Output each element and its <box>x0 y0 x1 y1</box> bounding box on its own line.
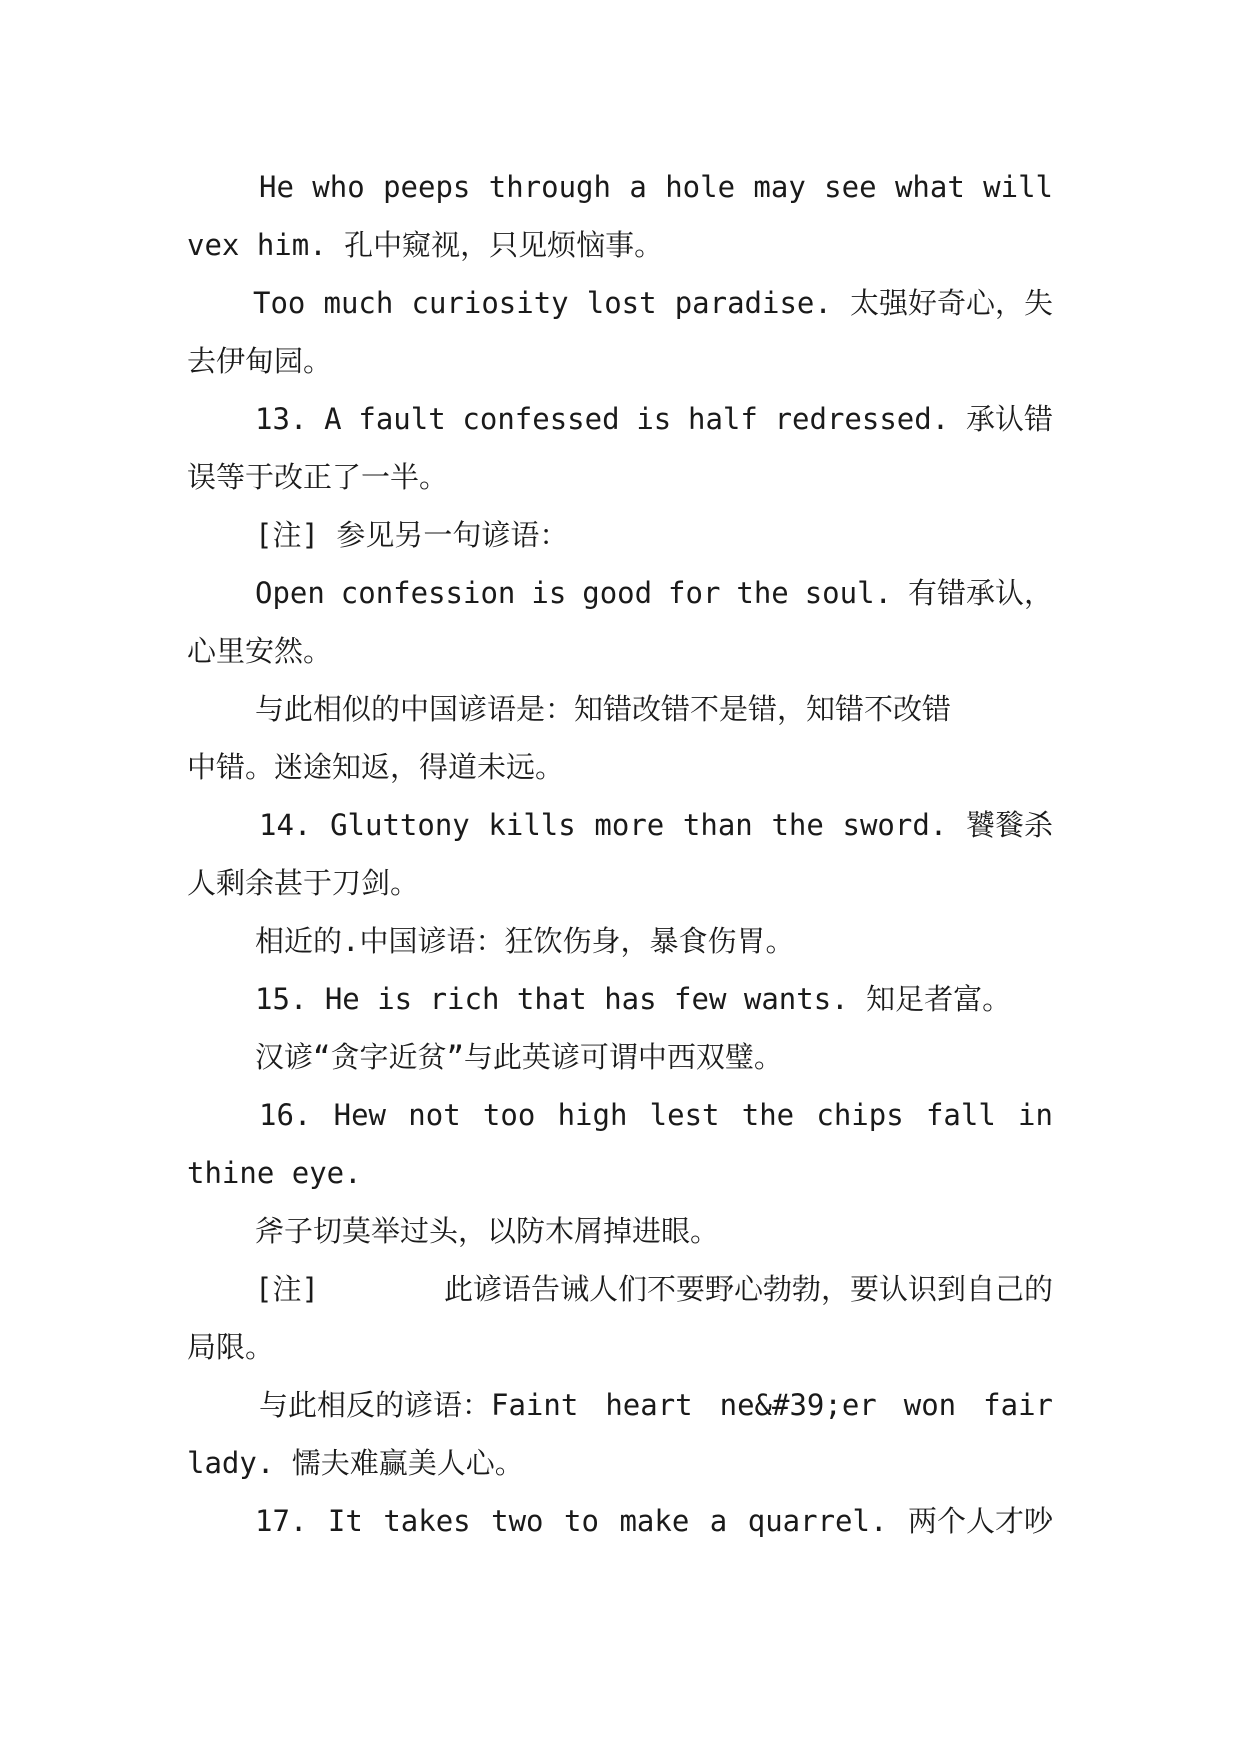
text-line <box>187 1086 1053 1144</box>
word: two <box>491 1504 544 1538</box>
text-line: 心里安然。 <box>187 634 333 668</box>
text-line <box>187 796 1053 854</box>
word: [注] <box>255 1272 319 1306</box>
word: make <box>619 1504 690 1538</box>
word: half <box>687 402 758 436</box>
text-line <box>187 1376 1053 1434</box>
word: see <box>824 170 877 204</box>
word: high <box>557 1098 628 1132</box>
word: Too <box>253 286 306 320</box>
word: 与此相似的中国谚语是：知错改错不是错，知错不改错 <box>255 692 952 726</box>
word: 13. <box>255 402 308 436</box>
text-line <box>187 390 1053 448</box>
word: lost <box>586 286 657 320</box>
text-line: 中错。迷途知返，得道未远。 <box>187 750 565 784</box>
word: the <box>736 576 789 610</box>
word: A <box>324 402 342 436</box>
word: redressed. <box>774 402 950 436</box>
text-line: 15. He is rich that has few wants. 知足者富。 <box>255 982 1012 1016</box>
text-line <box>187 158 1053 216</box>
word: is <box>531 576 567 610</box>
word: heart <box>605 1388 693 1422</box>
word: curiosity <box>411 286 569 320</box>
word: a <box>709 1504 728 1538</box>
word: 与此相反的谚语：Faint <box>259 1388 579 1422</box>
word: fall <box>925 1098 996 1132</box>
word: in <box>1018 1098 1053 1132</box>
word: the <box>741 1098 795 1132</box>
word: what <box>894 170 965 204</box>
word: Open <box>255 576 325 610</box>
word: takes <box>383 1504 471 1538</box>
text-line: thine eye. <box>187 1156 362 1190</box>
word: paradise. <box>674 286 832 320</box>
text-line: 误等于改正了一半。 <box>187 460 449 494</box>
word: 此谚语告诫人们不要野心勃勃，要认识到自己的 <box>443 1272 1053 1306</box>
word: lest <box>649 1098 720 1132</box>
word: to <box>564 1504 599 1538</box>
word: kills <box>488 808 576 842</box>
word: much <box>323 286 394 320</box>
word: 承认错 <box>965 402 1053 436</box>
text-line: 汉谚“贪字近贫”与此英谚可谓中西双璧。 <box>255 1040 783 1074</box>
text-line: lady. 懦夫难赢美人心。 <box>187 1446 524 1480</box>
word: for <box>668 576 721 610</box>
text-line <box>187 274 1053 332</box>
text-line: 局限。 <box>187 1330 275 1364</box>
word: 17. <box>255 1504 308 1538</box>
text-line <box>187 1492 1053 1550</box>
text-line: 相近的.中国谚语：狂饮伤身，暴食伤胃。 <box>255 924 795 958</box>
text-line: [注] 参见另一句谚语： <box>255 518 569 552</box>
word: through <box>488 170 611 204</box>
word: too <box>482 1098 536 1132</box>
word: It <box>327 1504 363 1538</box>
word: 14. <box>259 808 312 842</box>
word: who <box>312 170 365 204</box>
word: confessed <box>462 402 620 436</box>
word: more <box>594 808 665 842</box>
document-body <box>187 158 1053 1550</box>
text-line <box>187 680 1053 738</box>
word: is <box>636 402 672 436</box>
word: fault <box>358 402 446 436</box>
word: soul. <box>804 576 893 610</box>
word: He <box>259 170 294 204</box>
text-line: vex him. 孔中窥视，只见烦恼事。 <box>187 228 664 262</box>
word: good <box>582 576 653 610</box>
word: 太强好奇心，失 <box>849 286 1053 320</box>
word: chips <box>816 1098 904 1132</box>
word: not <box>408 1098 461 1132</box>
word: sword. <box>842 808 948 842</box>
word: peeps <box>383 170 471 204</box>
word: 有错承认， <box>907 576 1053 610</box>
word: ne&#39;er <box>719 1388 877 1422</box>
word: hole <box>665 170 736 204</box>
word: fair <box>983 1388 1053 1422</box>
word: Hew <box>333 1098 387 1132</box>
text-line: 去伊甸园。 <box>187 344 333 378</box>
word: confession <box>340 576 516 610</box>
word: quarrel. <box>747 1504 888 1538</box>
word: 两个人才吵 <box>907 1504 1053 1538</box>
word: will <box>983 170 1053 204</box>
text-line: 斧子切莫举过头，以防木屑掉进眼。 <box>255 1214 720 1248</box>
word: than <box>682 808 753 842</box>
word: 饕餮杀 <box>965 808 1053 842</box>
text-line <box>187 564 1053 622</box>
word: 16. <box>259 1098 312 1132</box>
text-line <box>187 1260 1053 1318</box>
text-line: 人剩余甚于刀剑。 <box>187 866 420 900</box>
word: the <box>771 808 824 842</box>
word: won <box>903 1388 957 1422</box>
word: Gluttony <box>330 808 470 842</box>
word: a <box>629 170 647 204</box>
word: may <box>753 170 806 204</box>
